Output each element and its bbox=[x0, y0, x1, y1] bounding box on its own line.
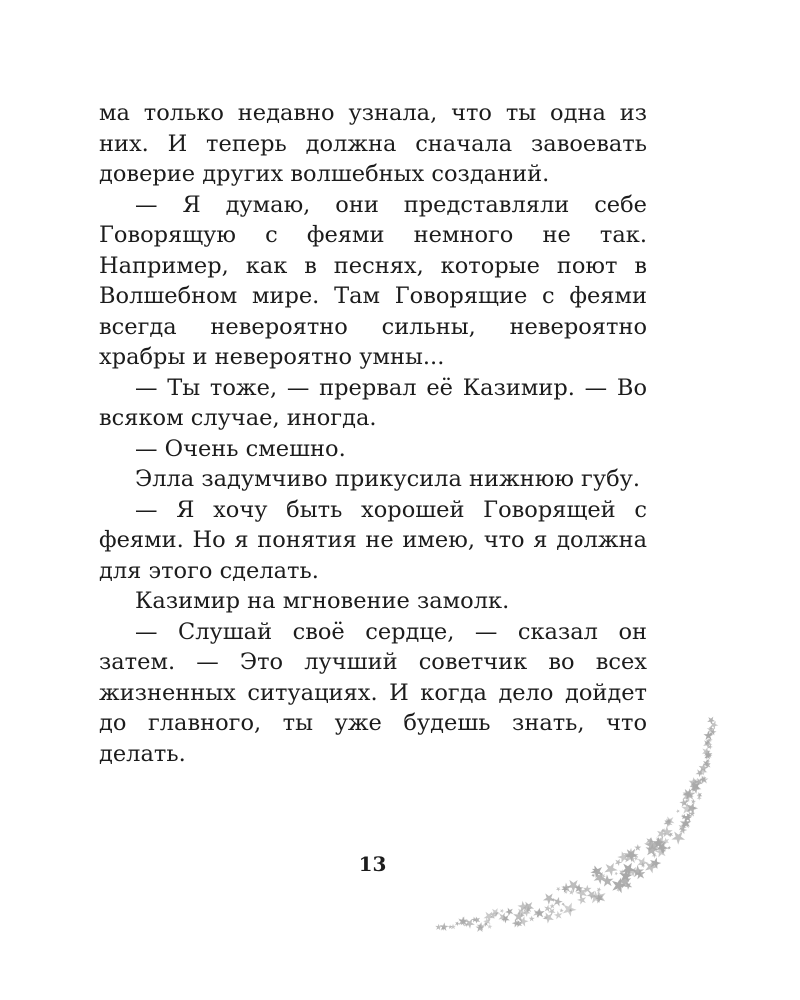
star-icon bbox=[685, 812, 693, 819]
star-icon bbox=[561, 881, 574, 894]
star-icon bbox=[499, 908, 505, 913]
star-icon bbox=[706, 743, 713, 750]
star-icon bbox=[473, 915, 482, 925]
star-icon bbox=[516, 906, 528, 918]
star-icon bbox=[475, 923, 484, 932]
star-icon bbox=[675, 808, 680, 813]
star-icon bbox=[660, 825, 674, 840]
star-icon bbox=[696, 791, 704, 799]
star-icon bbox=[504, 906, 516, 918]
star-icon bbox=[448, 924, 454, 930]
star-icon bbox=[681, 813, 688, 819]
paragraph-dialogue: — Я хочу быть хорошей Говорящей с феями. Но я понятия не имею, что я должна для этого сделать. bbox=[99, 496, 647, 584]
star-icon bbox=[547, 906, 557, 916]
star-icon bbox=[681, 802, 693, 814]
star-icon bbox=[489, 911, 498, 920]
star-icon bbox=[685, 800, 700, 814]
star-icon bbox=[512, 910, 525, 922]
star-icon bbox=[688, 779, 702, 793]
star-icon bbox=[653, 834, 665, 846]
star-icon bbox=[568, 889, 574, 895]
star-icon bbox=[661, 827, 666, 832]
page-number: 13 bbox=[358, 852, 387, 876]
star-icon bbox=[708, 731, 714, 737]
star-icon bbox=[585, 888, 598, 901]
star-icon bbox=[702, 758, 711, 767]
star-icon bbox=[703, 729, 715, 741]
paragraph-dialogue: — Очень смешно. bbox=[135, 435, 346, 462]
star-icon bbox=[688, 777, 698, 787]
star-icon bbox=[440, 925, 447, 932]
star-icon bbox=[706, 725, 715, 734]
star-icon bbox=[681, 786, 696, 801]
star-icon bbox=[652, 837, 665, 849]
star-icon bbox=[616, 887, 621, 892]
star-icon bbox=[677, 822, 687, 832]
star-icon bbox=[691, 805, 697, 811]
star-icon bbox=[683, 813, 692, 822]
star-icon bbox=[476, 922, 485, 931]
star-icon bbox=[454, 920, 460, 926]
star-icon bbox=[709, 728, 717, 736]
paragraph-narration: Элла задумчиво прикусила нижнюю губу. bbox=[135, 466, 641, 492]
star-icon bbox=[696, 794, 703, 801]
paragraph-dialogue: — Я думаю, они представляли себе Говорящую с феями немного не так. Например, как в песнях, которые поют в Волшебном мире. Там Говорящие с феями всегда невероятно сильны, невероятно храбры и невероятно умны... bbox=[99, 191, 647, 370]
star-icon bbox=[564, 890, 568, 894]
star-icon bbox=[450, 923, 457, 930]
star-icon bbox=[555, 886, 561, 892]
star-icon bbox=[709, 719, 720, 730]
star-icon bbox=[663, 817, 673, 827]
star-icon bbox=[666, 817, 673, 824]
star-icon bbox=[588, 889, 604, 906]
star-icon bbox=[703, 760, 712, 769]
star-icon bbox=[694, 776, 705, 787]
star-icon bbox=[458, 915, 469, 926]
star-icon bbox=[679, 797, 690, 808]
star-icon bbox=[703, 750, 713, 760]
star-icon bbox=[457, 915, 470, 927]
star-icon bbox=[704, 738, 712, 746]
star-icon bbox=[609, 875, 628, 894]
star-icon bbox=[698, 774, 709, 785]
star-icon bbox=[487, 924, 493, 929]
star-icon bbox=[645, 836, 655, 846]
star-icon bbox=[482, 916, 492, 926]
star-icon bbox=[553, 909, 564, 920]
star-icon bbox=[532, 907, 544, 919]
star-icon bbox=[560, 900, 578, 918]
star-icon bbox=[471, 916, 479, 924]
star-icon bbox=[549, 903, 556, 910]
star-icon bbox=[662, 816, 675, 829]
star-icon bbox=[680, 813, 686, 819]
star-icon bbox=[667, 831, 674, 838]
star-icon bbox=[706, 715, 717, 726]
star-icon bbox=[706, 737, 712, 743]
star-icon bbox=[514, 918, 524, 928]
star-icon bbox=[559, 908, 564, 913]
star-icon bbox=[521, 898, 537, 914]
star-icon bbox=[704, 740, 710, 745]
star-icon bbox=[596, 886, 603, 892]
star-icon bbox=[703, 751, 710, 757]
star-icon bbox=[680, 817, 692, 828]
star-icon bbox=[583, 885, 592, 893]
star-icon bbox=[690, 786, 697, 793]
star-icon bbox=[574, 884, 590, 901]
star-icon bbox=[692, 778, 698, 784]
star-icon bbox=[700, 745, 711, 756]
star-icon bbox=[678, 825, 688, 835]
star-icon bbox=[521, 906, 533, 917]
star-icon bbox=[517, 899, 531, 914]
star-icon bbox=[698, 762, 709, 772]
star-icon bbox=[705, 758, 711, 764]
star-icon bbox=[694, 767, 705, 778]
star-icon bbox=[623, 880, 634, 891]
star-icon bbox=[463, 916, 477, 930]
star-icon bbox=[435, 923, 442, 930]
star-icon bbox=[702, 737, 714, 749]
star-icon bbox=[662, 836, 671, 845]
paragraph-dialogue: — Ты тоже, — прервал её Казимир. — Во всяком случае, иногда. bbox=[99, 374, 647, 431]
star-icon bbox=[543, 904, 552, 913]
star-icon bbox=[574, 883, 584, 893]
star-icon bbox=[560, 884, 570, 894]
star-icon bbox=[653, 843, 661, 851]
star-icon bbox=[500, 912, 512, 924]
star-icon bbox=[524, 904, 533, 914]
star-icon bbox=[541, 890, 557, 906]
paragraph-narration: Казимир на мгновение замолк. bbox=[135, 588, 510, 614]
star-icon bbox=[667, 846, 671, 850]
star-icon bbox=[694, 784, 700, 790]
star-icon bbox=[543, 915, 548, 920]
star-icon bbox=[439, 922, 449, 931]
star-icon bbox=[703, 748, 712, 757]
body-text bbox=[99, 98, 647, 769]
paragraph-continuation: ма только недавно узнала, что ты одна из них. И теперь должна сначала завоевать доверие других волшебных созданий. bbox=[99, 100, 647, 187]
star-icon bbox=[689, 778, 702, 790]
star-icon bbox=[534, 906, 547, 919]
star-icon bbox=[690, 798, 696, 804]
star-icon bbox=[529, 915, 535, 921]
star-icon bbox=[699, 774, 710, 785]
star-icon bbox=[634, 844, 641, 851]
star-icon bbox=[482, 909, 497, 924]
star-icon bbox=[552, 896, 564, 907]
star-icon bbox=[568, 908, 573, 913]
star-icon bbox=[494, 911, 499, 916]
star-icon bbox=[683, 801, 688, 806]
star-icon bbox=[689, 810, 697, 818]
star-icon bbox=[519, 911, 525, 917]
star-icon bbox=[704, 749, 714, 759]
star-icon bbox=[497, 911, 509, 923]
star-icon bbox=[697, 770, 704, 777]
star-icon bbox=[704, 755, 709, 760]
star-icon bbox=[517, 915, 530, 927]
star-icon bbox=[541, 909, 557, 925]
star-icon bbox=[483, 920, 490, 927]
star-icon bbox=[683, 788, 695, 800]
star-icon bbox=[708, 725, 714, 731]
star-icon bbox=[698, 765, 709, 776]
star-icon bbox=[565, 876, 583, 894]
star-icon bbox=[680, 788, 695, 803]
star-icon bbox=[591, 888, 609, 906]
star-icon bbox=[576, 893, 589, 906]
star-icon bbox=[680, 822, 686, 828]
star-icon bbox=[653, 834, 669, 850]
star-icon bbox=[489, 906, 501, 918]
star-icon bbox=[594, 892, 606, 904]
star-icon bbox=[663, 814, 677, 828]
star-icon bbox=[511, 917, 522, 929]
star-icon bbox=[707, 737, 713, 743]
star-icon bbox=[684, 798, 689, 803]
star-icon bbox=[463, 921, 470, 927]
star-icon bbox=[680, 817, 693, 830]
star-icon bbox=[561, 901, 566, 906]
paragraph-dialogue: — Слушай своё сердце, — сказал он затем. — Это лучший советчик во всех жизненных ситуациях. И когда дело дойдет до главного, ты уже будешь знать, что делать. bbox=[99, 618, 647, 767]
star-icon bbox=[550, 897, 556, 903]
star-icon bbox=[655, 827, 667, 839]
star-icon bbox=[688, 780, 703, 795]
star-icon bbox=[669, 828, 688, 847]
